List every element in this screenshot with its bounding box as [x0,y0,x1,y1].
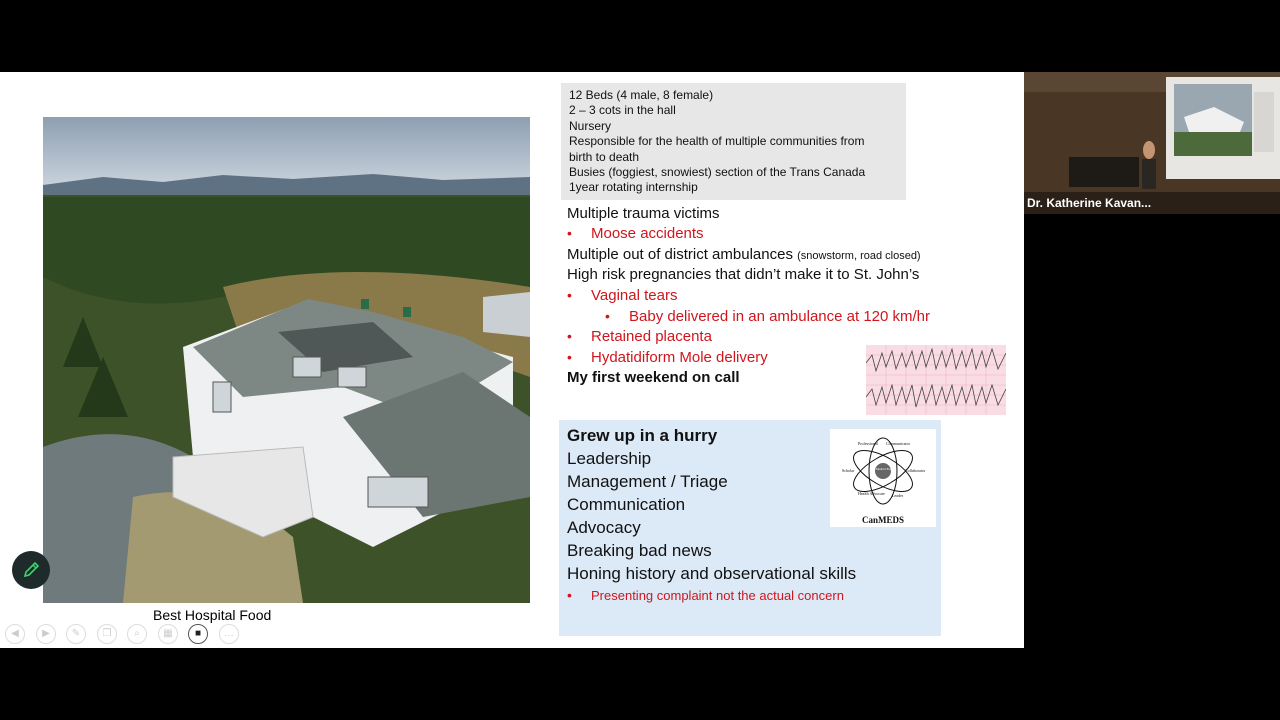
box-item: Leadership [567,449,652,468]
list-item-moose [567,225,704,242]
canmeds-role: Collaborator [905,468,926,473]
copy-icon[interactable]: ❐ [97,624,117,644]
list-item-pregnancies: High risk pregnancies that didn’t make it to St. John’s [567,266,920,283]
canmeds-role: Scholar [842,468,855,473]
next-icon[interactable]: ▶ [36,624,56,644]
canmeds-role: Health Advocate [858,491,885,496]
box-item: Breaking bad news [567,541,712,560]
camera-icon[interactable]: ■ [188,624,208,644]
bullet: • [567,328,572,344]
box-item: Advocacy [567,518,641,537]
list-item-weekend: My first weekend on call [567,369,740,386]
canmeds-role: Leader [892,493,904,498]
list-item-note: (snowstorm, road closed) [797,250,921,262]
participant-name: Dr. Katherine Kavan... [1027,196,1152,210]
info-line: Nursery [569,119,612,133]
photo-caption: Best Hospital Food [153,607,272,623]
bullet: • [567,349,572,365]
slides-icon[interactable]: ▦ [158,624,178,644]
list-item-placenta [567,328,712,345]
hospital-photo [43,117,530,603]
canmeds-role: Professional [858,441,878,446]
list-item-trauma: Multiple trauma victims [567,205,720,222]
canmeds-role: Communicator [886,441,910,446]
canmeds-label: CanMEDS [861,515,905,525]
info-line: 12 Beds (4 male, 8 female) [569,88,714,102]
list-item-tears [567,287,677,304]
participant-video[interactable] [1024,72,1280,214]
list-item-text: Retained placenta [591,328,712,345]
box-sub-bullet-text: Presenting complaint not the actual concern [591,588,844,603]
info-line: birth to death [569,150,640,164]
pen-button[interactable] [12,551,50,589]
pen-tool-icon[interactable]: ✎ [66,624,86,644]
list-item-text: Multiple out of district ambulances [567,246,793,263]
box-item: Communication [567,495,686,514]
list-item-ambulances [567,246,921,263]
zoom-icon[interactable]: ⌕ [127,624,147,644]
bullet: • [567,587,572,603]
presentation-toolbar [0,622,250,644]
box-item: Honing history and observational skills [567,564,857,583]
list-item-baby [605,308,930,325]
pen-icon [12,551,50,589]
info-line: Busies (foggiest, snowiest) section of the Trans Canada [569,165,866,179]
list-item-text: Baby delivered in an ambulance at 120 km/hr [629,308,931,325]
prev-icon[interactable]: ◀ [5,624,25,644]
bullet: • [567,225,572,241]
bullet: • [567,287,572,303]
box-item: Management / Triage [567,472,728,491]
info-line: Responsible for the health of multiple communities from [569,134,865,148]
list-item-text: Moose accidents [591,225,704,242]
more-icon[interactable]: … [219,624,239,644]
info-box [561,83,906,200]
box-sub-bullet [567,587,844,603]
canmeds-role: Medical Expert [876,467,895,471]
bullet: • [605,308,610,324]
box-heading: Grew up in a hurry [567,426,718,445]
canmeds-diagram [830,429,936,527]
info-line: 2 – 3 cots in the hall [569,103,676,117]
list-item-mole [567,349,768,366]
presentation-slide [0,72,1024,648]
list-item-text: Vaginal tears [591,287,678,304]
list-item-text: Hydatidiform Mole delivery [591,349,768,366]
info-line: 1year rotating internship [569,180,698,194]
ecg-strip-image [866,345,1006,415]
